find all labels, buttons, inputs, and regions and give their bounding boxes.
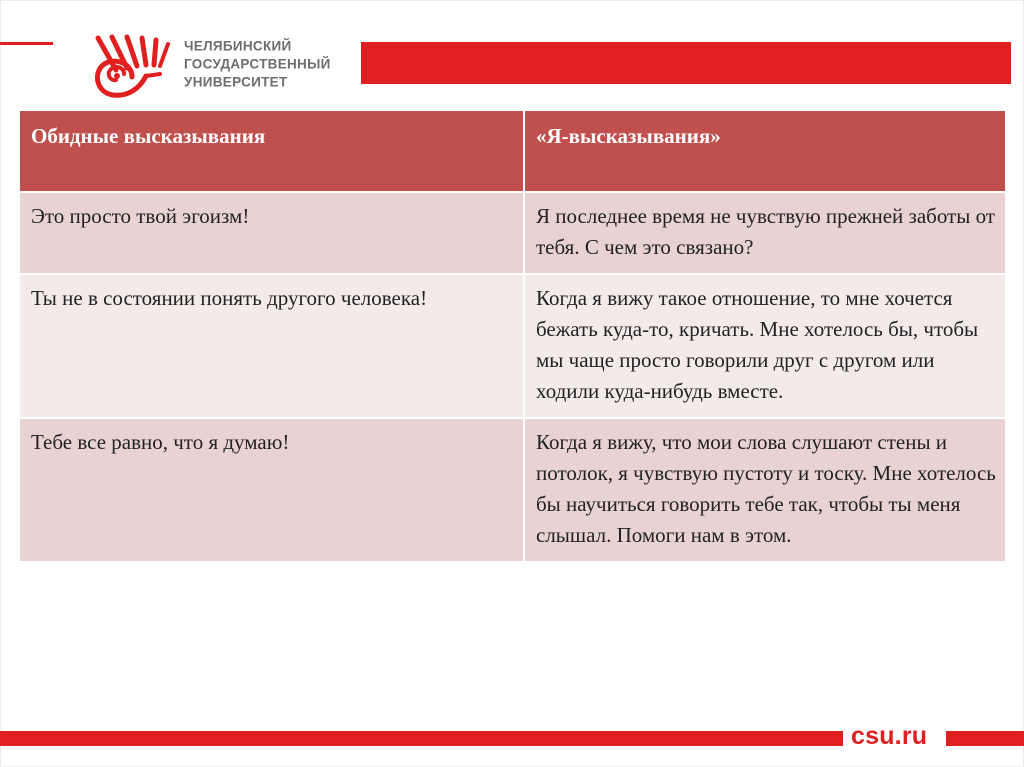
table-row <box>19 192 1006 274</box>
table-row <box>19 418 1006 562</box>
offensive-cell: Тебе все равно, что я думаю! <box>19 418 524 562</box>
university-name-line: ЧЕЛЯБИНСКИЙ <box>184 38 292 54</box>
column-header-i-statements: «Я-высказывания» <box>524 110 1006 192</box>
csu-spiral-logo-icon <box>80 34 180 102</box>
column-header-offensive: Обидные высказывания <box>19 110 524 192</box>
header-stripe-left <box>0 42 53 45</box>
table-header-row <box>19 110 1006 192</box>
university-name-line: УНИВЕРСИТЕТ <box>184 73 288 90</box>
table-row <box>19 274 1006 418</box>
offensive-cell: Это просто твой эгоизм! <box>19 192 524 274</box>
i-statement-cell: Когда я вижу такое отношение, то мне хочется бежать куда-то, кричать. Мне хотелось бы, чтобы мы чаще просто говорили друг с другом или ходили куда-нибудь вместе. <box>524 274 1006 418</box>
i-statement-cell: Я последнее время не чувствую прежней заботы от тебя. С чем это связано? <box>524 192 1006 274</box>
offensive-cell: Ты не в состоянии понять другого человека! <box>19 274 524 418</box>
statements-table <box>18 109 1007 563</box>
footer-red-bar-left <box>0 731 843 746</box>
i-statement-cell: Когда я вижу, что мои слова слушают стены и потолок, я чувствую пустоту и тоску. Мне хотелось бы научиться говорить тебе так, чтобы ты меня слышал. Помоги нам в этом. <box>524 418 1006 562</box>
footer-site-link[interactable]: csu.ru <box>851 722 928 750</box>
university-name-line: ГОСУДАРСТВЕННЫЙ <box>184 55 331 72</box>
university-name <box>184 37 331 91</box>
header-red-bar <box>361 42 1011 84</box>
footer-red-bar-right <box>946 731 1024 746</box>
